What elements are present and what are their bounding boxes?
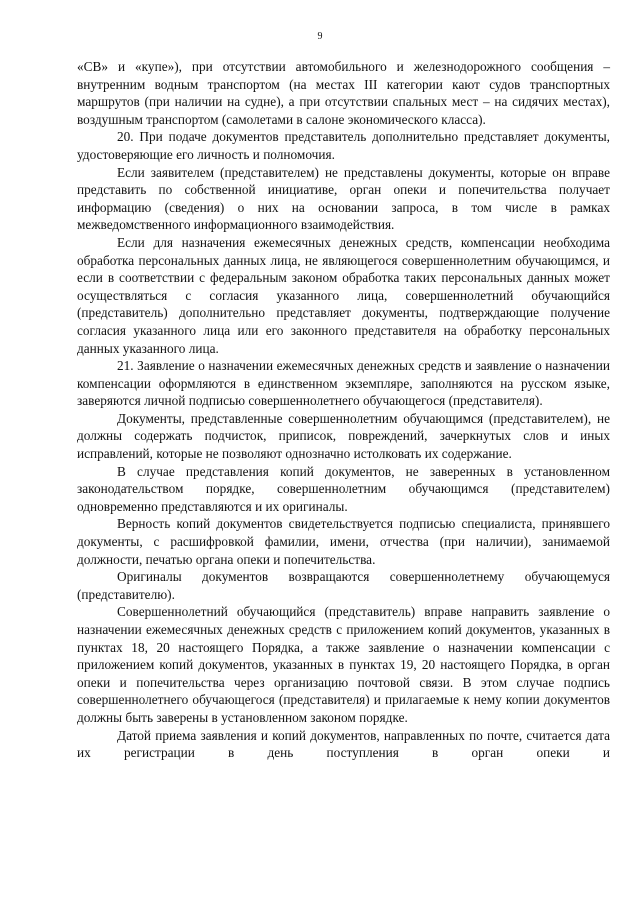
- page-number: 9: [317, 31, 323, 42]
- paragraph-continuation: «СВ» и «купе»), при отсутствии автомобильного и железнодорожного сообщения – внутренним водным транспортом (на местах III категории кают судов транспортных маршрутов (при наличии на судне), а при отсутствии спальных мест – на сидячих местах), воздушным транспортом (самолетами в салоне экономического класса).: [77, 59, 610, 127]
- paragraph-item-20: 20. При подаче документов представитель дополнительно представляет документы, удостоверяющие его личность и полномочия.: [77, 129, 610, 162]
- paragraph-interagency-request: Если заявителем (представителем) не представлены документы, которые он вправе представить по собственной инициативе, орган опеки и попечительства получает информацию (сведения) о них на основании запроса, в том числе в рамках межведомственного информационного взаимодействия.: [77, 164, 610, 233]
- paragraph-item-21: 21. Заявление о назначении ежемесячных денежных средств и заявление о назначении компенсации оформляются в единственном экземпляре, заполняются на русском языке, заверяются личной подписью совершеннолетнего обучающегося (представителя).: [77, 358, 610, 409]
- paragraph-personal-data-consent: Если для назначения ежемесячных денежных средств, компенсации необходима обработка персональных данных лица, не являющегося совершеннолетним обучающимся, и если в соответствии с федеральным законом обработка таких персональных данных может осуществляться с согласия указанного лица, совершеннолетний обучающийся (представитель) дополнительно представляет документы, подтверждающие получение согласия указанного лица или его законного представителя на обработку персональных данных указанного лица.: [77, 234, 610, 356]
- paragraph-copy-verification: Верность копий документов свидетельствуется подписью специалиста, принявшего документы, с расшифровкой фамилии, имени, отчества (при наличии), занимаемой должности, печатью органа опеки и попечительства.: [77, 516, 610, 567]
- paragraph-postal-submission: Совершеннолетний обучающийся (представитель) вправе направить заявление о назначении ежемесячных денежных средств с приложением копий документов, указанных в пунктах 18, 20 настоящего Порядка, а также заявление о назначении компенсации с приложением копий документов, указанных в пунктах 19, 20 настоящего Порядка, в орган опеки и попечительства через организацию почтовой связи. В этом случае подпись совершеннолетнего обучающегося (представителя) и прилагаемые к нему копии документов должны быть заверены в установленном законом порядке.: [77, 604, 610, 725]
- body-text: [77, 58, 610, 762]
- paragraph-receipt-date: Датой приема заявления и копий документов, направленных по почте, считается дата их регистрации в день поступления в орган опеки и: [77, 727, 610, 761]
- paragraph-copies-originals: В случае представления копий документов, не заверенных в установленном законодательством порядке, совершеннолетним обучающимся (представителем) одновременно представляются и их оригиналы.: [77, 463, 610, 514]
- paragraph-document-requirements: Документы, представленные совершеннолетним обучающимся (представителем), не должны содержать подчисток, приписок, повреждений, зачеркнутых слов и иных исправлений, которые не позволяют однозначно истолковать их содержание.: [77, 410, 610, 462]
- paragraph-originals-return: Оригиналы документов возвращаются совершеннолетнему обучающемуся (представителю).: [77, 569, 610, 602]
